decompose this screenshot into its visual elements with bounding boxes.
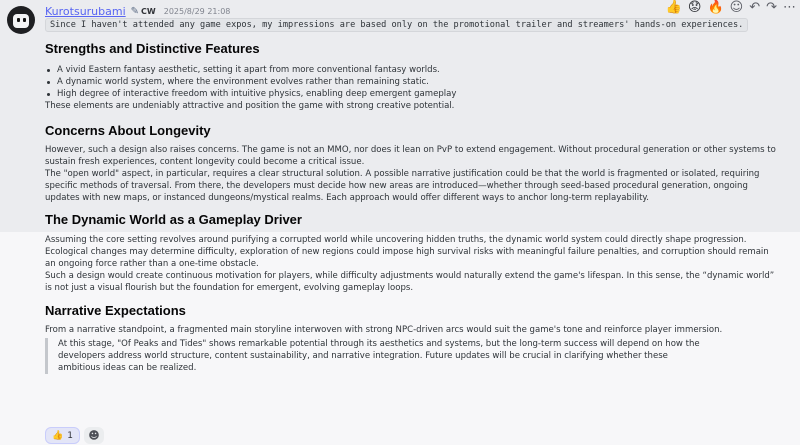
thumbs-up-emoji[interactable]: 👍 bbox=[665, 0, 682, 15]
thumbs-up-icon: 👍 bbox=[52, 430, 64, 441]
message-content bbox=[45, 40, 795, 374]
tag-label: CW bbox=[141, 6, 156, 16]
avatar-eye bbox=[17, 18, 20, 22]
more-icon[interactable]: ⋯ bbox=[783, 0, 796, 15]
paragraph: From a narrative standpoint, a fragmented main storyline interwoven with strong NPC-driven arcs would suit the game's tone and reinforce player immersion. bbox=[45, 325, 723, 335]
reply-icon[interactable]: ↶ bbox=[749, 0, 761, 15]
add-reaction-button[interactable] bbox=[84, 427, 104, 444]
paragraph-line: Assuming the core setting revolves around purifying a corrupted world while uncovering hidden truths, the dynamic world system could directly shape progression. bbox=[45, 235, 747, 245]
intro-code-line: Since I haven't attended any game expos, my impressions are based only on the promotional trailer and streamers' hands-on experiences. bbox=[45, 18, 748, 32]
paragraph-line: updates with new maps, or instanced dungeons/mystical realms. Each approach would offer different ways to anchor long-term replayability. bbox=[45, 193, 649, 203]
reaction-thumbs-up[interactable] bbox=[45, 427, 80, 444]
paragraph-line: an ongoing force rather than a one-time obstacle. bbox=[45, 259, 259, 269]
section-title-dynamic-world: The Dynamic World as a Gameplay Driver bbox=[45, 212, 302, 227]
longevity-body bbox=[45, 144, 795, 204]
fire-emoji[interactable]: 🔥 bbox=[707, 0, 724, 15]
avatar-face bbox=[13, 14, 29, 28]
reactions-bar bbox=[45, 427, 104, 444]
avatar[interactable] bbox=[7, 6, 35, 34]
strengths-list bbox=[45, 64, 795, 100]
username[interactable]: Kurotsurubami bbox=[45, 4, 126, 18]
timestamp: 2025/8/29 21:08 bbox=[163, 6, 231, 16]
paragraph-line: Such a design would create continuous motivation for players, while difficulty adjustments would naturally extend the game's lifespan. In this sense, the “dynamic world” bbox=[45, 271, 775, 281]
message-toolbar bbox=[666, 0, 800, 16]
smile-emoji[interactable]: 😟 bbox=[687, 0, 702, 15]
section-title-longevity: Concerns About Longevity bbox=[45, 123, 211, 138]
section-title-strengths: Strengths and Distinctive Features bbox=[45, 41, 260, 56]
paragraph-line: Ecological changes may determine difficulty, exploration of new regions could impose high survival risks with meaningful failure penalties, and corruption should remain bbox=[45, 247, 769, 257]
list-item: A dynamic world system, where the environment evolves rather than remaining static. bbox=[45, 76, 795, 88]
quote-line: ambitious ideas can be realized. bbox=[58, 363, 197, 373]
paragraph: These elements are undeniably attractive and position the game with strong creative potential. bbox=[45, 101, 455, 111]
reaction-count: 1 bbox=[67, 430, 73, 441]
list-item: A vivid Eastern fantasy aesthetic, setting it apart from more conventional fantasy worlds. bbox=[45, 64, 795, 76]
user-tag[interactable] bbox=[131, 6, 156, 17]
message-header bbox=[45, 4, 230, 18]
smiley-icon: ☻ bbox=[88, 429, 100, 442]
paragraph-line: sustain fresh experiences, content longevity could become a critical issue. bbox=[45, 157, 365, 167]
paragraph-line: is not just a visual flourish but the foundation for emergent, evolving gameplay loops. bbox=[45, 283, 414, 293]
section-title-narrative: Narrative Expectations bbox=[45, 303, 186, 318]
quote-line: At this stage, "Of Peaks and Tides" shows remarkable potential through its aesthetics and systems, but the long-term success will depend on how the bbox=[58, 339, 700, 349]
paragraph-line: The "open world" aspect, in particular, requires a clear structural solution. A possible narrative justification could be that the world is fragmented or isolated, requiring bbox=[45, 169, 760, 179]
paragraph-line: specific methods of traversal. From there, the developers must decide how new areas are introduced—whether through seed-based procedural generation, ongoing bbox=[45, 181, 748, 191]
quote-line: developers address world structure, content sustainability, and narrative integration. Future updates will be crucial in clarifying whether these bbox=[58, 351, 668, 361]
list-item: High degree of interactive freedom with intuitive physics, enabling deep emergent gameplay bbox=[45, 88, 795, 100]
add-reaction-icon[interactable]: ☺ bbox=[729, 0, 744, 15]
avatar-eye bbox=[23, 18, 26, 22]
forward-icon[interactable]: ↷ bbox=[766, 0, 777, 15]
block-quote bbox=[45, 338, 795, 374]
tag-icon: ✎ bbox=[130, 5, 140, 17]
paragraph-line: However, such a design also raises concerns. The game is not an MMO, nor does it lean on PvP to extend engagement. Without procedural generation or other systems to bbox=[45, 145, 776, 155]
dynamic-world-body bbox=[45, 234, 795, 294]
